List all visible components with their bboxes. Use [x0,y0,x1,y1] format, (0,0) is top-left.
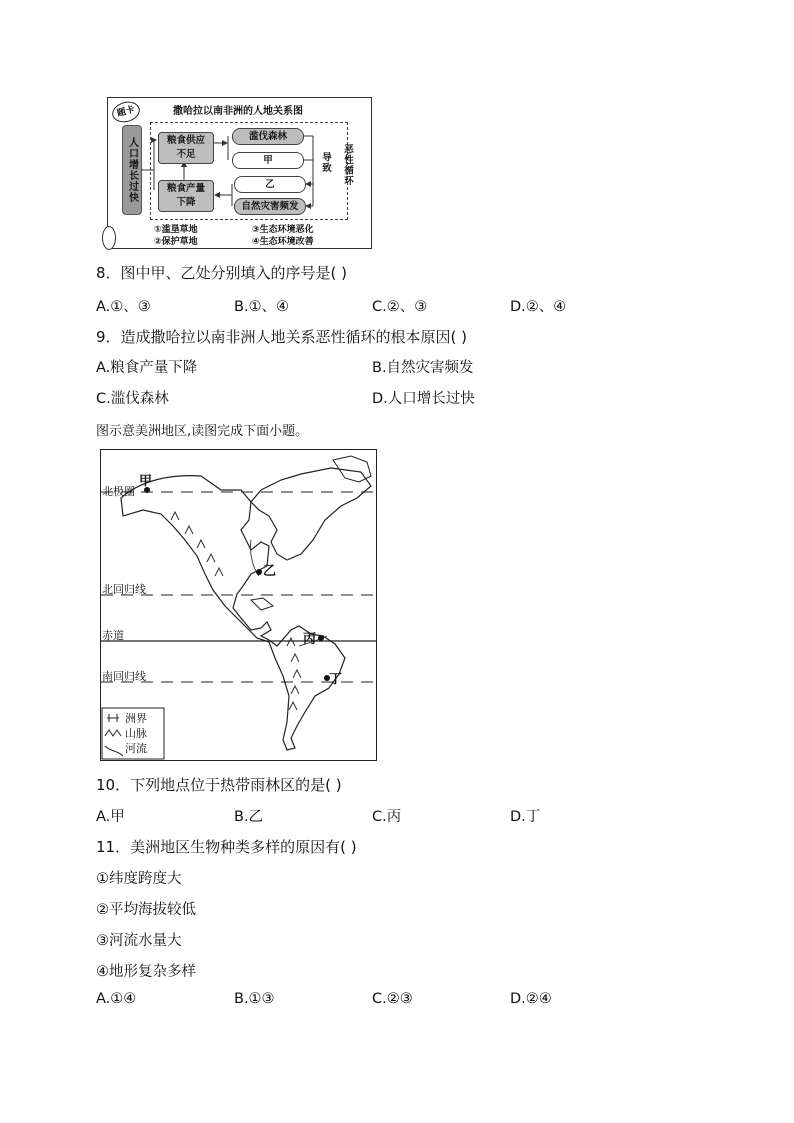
blank-jia-box: 甲 [232,152,304,169]
legend-continent-boundary: 洲界 [125,712,147,725]
q11-item-1: ①纬度跨度大 [96,871,182,887]
q11-option-c[interactable]: C.②③ [372,991,413,1007]
q8-option-a[interactable]: A.①、③ [96,299,151,315]
map-intro-text: 图示意美洲地区,读图完成下面小题。 [96,424,309,439]
diagram-arrows [108,98,371,248]
q11-option-a[interactable]: A.①④ [96,991,137,1007]
q11-item-3: ③河流水量大 [96,933,182,949]
equator-label: 赤道 [102,629,124,642]
human-land-relation-diagram [107,97,372,249]
tropic-of-capricorn-label: 南回归线 [102,670,146,683]
q9-option-b[interactable]: B.自然灾害频发 [372,360,474,376]
q8-option-b[interactable]: B.①、④ [234,299,290,315]
blank-yi-box: 乙 [234,176,306,193]
food-supply-box: 粮食供应 不足 [158,132,214,164]
point-bing: 丙 [303,632,317,647]
q11-item-2: ②平均海拔较低 [96,902,196,918]
legend-mountains: 山脉 [125,727,147,740]
q9-option-a[interactable]: A.粮食产量下降 [96,360,198,376]
point-ding: 丁 [329,672,343,687]
q9-option-c[interactable]: C.滥伐森林 [96,391,169,407]
disaster-box: 自然灾害频发 [234,198,306,215]
diagram-legend-1: ①滥垦草地 [154,225,198,235]
diagram-title: 撒哈拉以南非洲的人地关系图 [173,106,303,117]
vicious-cycle-label: 恶性循环 [342,144,353,186]
q9-option-d[interactable]: D.人口增长过快 [372,391,475,407]
q8-option-c[interactable]: C.②、③ [372,299,428,315]
q10-option-b[interactable]: B.乙 [234,809,264,825]
question-10-stem: 10．下列地点位于热带雨林区的是( ) [96,776,342,794]
diagram-legend-2: ②保护草地 [154,237,198,247]
q10-option-c[interactable]: C.丙 [372,809,402,825]
question-9-stem: 9．造成撒哈拉以南非洲人地关系恶性循环的根本原因( ) [96,328,468,346]
q10-option-d[interactable]: D.丁 [510,809,541,825]
q11-item-4: ④地形复杂多样 [96,964,196,980]
question-8-stem: 8．图中甲、乙处分别填入的序号是( ) [96,264,348,282]
population-growth-box: 人口增长过快 [122,125,142,215]
diagram-legend-3: ③生态环境恶化 [252,225,314,235]
point-yi: 乙 [263,564,277,579]
deforestation-box: 滥伐森林 [232,128,304,145]
diagram-legend-4: ④生态环境改善 [252,237,314,247]
legend-rivers: 河流 [125,742,147,755]
lead-to-label: 导致 [320,152,331,173]
americas-map [100,449,377,761]
food-output-box: 粮食产量 下降 [158,180,214,212]
question-11-stem: 11．美洲地区生物种类多样的原因有( ) [96,838,357,856]
q10-option-a[interactable]: A.甲 [96,809,125,825]
point-jia: 甲 [139,474,153,489]
question-card-badge: 题卡 [110,99,142,126]
tropic-of-cancer-label: 北回归线 [102,583,146,596]
q11-option-b[interactable]: B.①③ [234,991,275,1007]
q8-option-d[interactable]: D.②、④ [510,299,567,315]
arctic-circle-label: 北极圈 [102,485,135,498]
q11-option-d[interactable]: D.②④ [510,991,552,1007]
